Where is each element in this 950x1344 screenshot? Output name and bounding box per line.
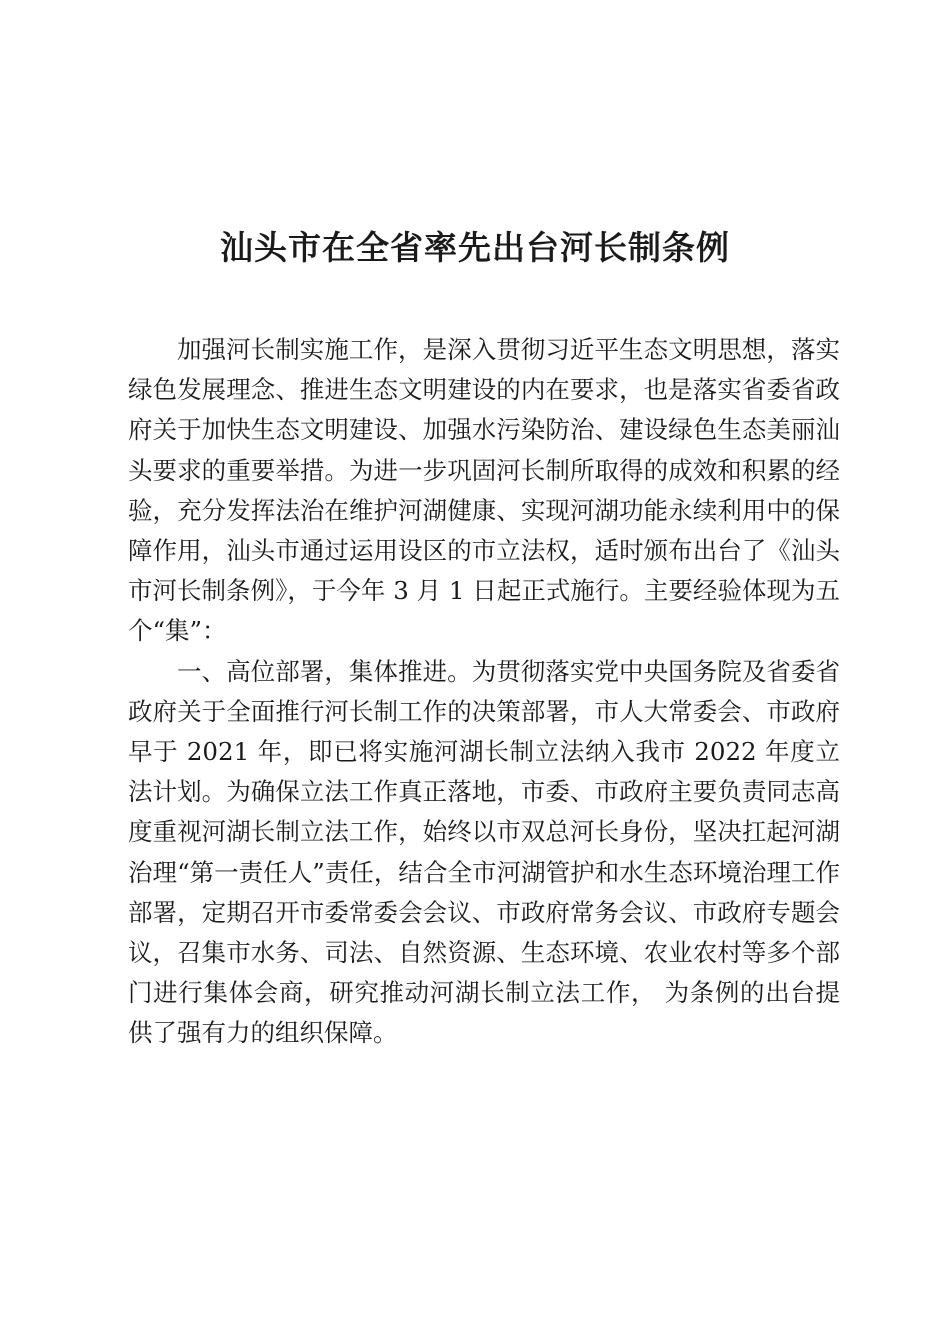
document-body <box>128 330 840 1054</box>
paragraph-intro: 加强河长制实施工作，是深入贯彻习近平生态文明思想，落实绿色发展理念、推进生态文明建设的内在要求，也是落实省委省政府关于加快生态文明建设、加强水污染防治、建设绿色生态美丽汕头要求的重要举措。为进一步巩固河长制所取得的成效和积累的经验，充分发挥法治在维护河湖健康、实现河湖功能永续利用中的保障作用，汕头市通过运用设区的市立法权，适时颁布出台了《汕头市河长制条例》，于今年 3 月 1 日起正式施行。主要经验体现为五个“集”： <box>128 335 840 646</box>
paragraph-section-one: 一、高位部署，集体推进。为贯彻落实党中央国务院及省委省政府关于全面推行河长制工作的决策部署，市人大常委会、市政府早于 2021 年，即已将实施河湖长制立法纳入我市 2022 年度立法计划。为确保立法工作真正落地，市委、市政府主要负责同志高度重视河湖长制立法工作，始终以市双总河长身份，坚决扛起河湖治理“第一责任人”责任，结合全市河湖管护和水生态环境治理工作部署，定期召开市委常委会会议、市政府常务会议、市政府专题会议，召集市水务、司法、自然资源、生态环境、农业农村等多个部门进行集体会商，研究推动河湖长制立法工作， 为条例的出台提供了强有力的组织保障。 <box>128 656 840 1048</box>
document-title: 汕头市在全省率先出台河长制条例 <box>220 228 730 267</box>
